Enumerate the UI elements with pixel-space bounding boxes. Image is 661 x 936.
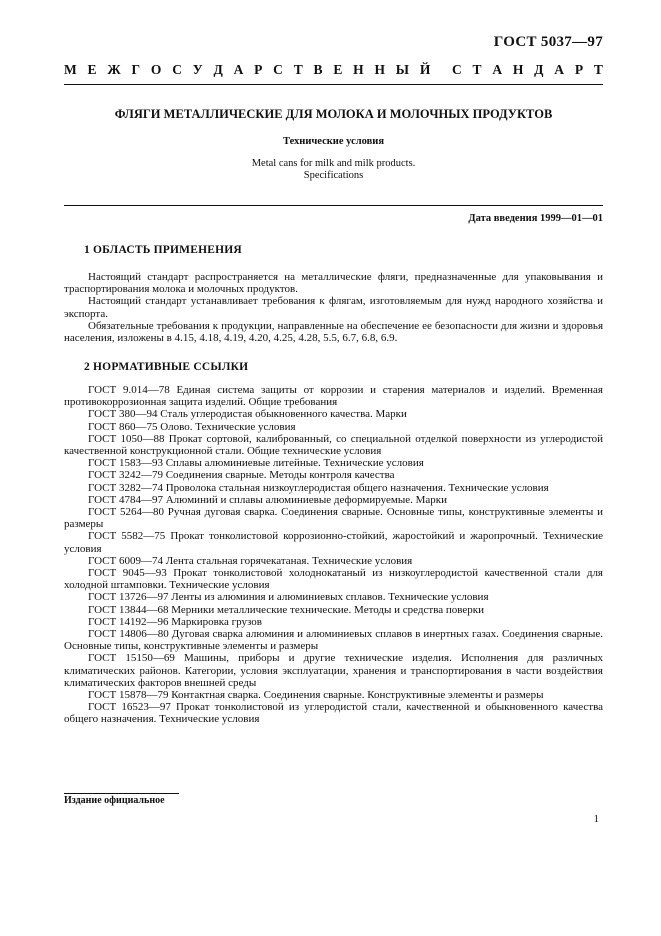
banner-letter: А <box>233 62 244 77</box>
document-subtitle: Технические условия <box>282 136 385 147</box>
references-list <box>64 384 603 726</box>
banner-letter: Н <box>374 62 385 77</box>
banner-letter: Т <box>472 62 482 77</box>
title-rule <box>64 205 603 206</box>
reference-item: ГОСТ 4784—97 Алюминий и сплавы алюминиевые деформируемые. Марки <box>88 493 447 506</box>
paragraph: Настоящий стандарт распространяется на металлические фляги, предназначенные для упаковывания и траспортирования молока и молочных продуктов. <box>64 271 603 296</box>
banner-letter: М <box>64 62 77 77</box>
banner-letter: Т <box>593 62 603 77</box>
banner-letter: Т <box>293 62 303 77</box>
banner-letter: Н <box>353 62 364 77</box>
banner-letter: Р <box>254 62 263 77</box>
reference-item: ГОСТ 380—94 Сталь углеродистая обыкновенного качества. Марки <box>88 408 407 421</box>
reference-item: ГОСТ 15150—69 Машины, приборы и другие технические изделия. Исполнения для различных климатических районов. Категории, условия эксплуатации, хранения и транспортирования в части воздействия климатических факторов внешней среды <box>64 652 603 689</box>
banner-letter: Й <box>419 62 431 77</box>
english-title <box>64 158 603 181</box>
gost-code: ГОСТ 5037—97 <box>493 34 603 50</box>
official-edition-label: Издание официальное <box>64 795 165 806</box>
reference-item: ГОСТ 3282—74 Проволока стальная низкоуглеродистая общего назначения. Технические условия <box>88 481 549 494</box>
banner-letter: С <box>451 62 462 77</box>
banner-letter: С <box>273 62 283 77</box>
english-title-line: Specifications <box>303 169 364 181</box>
banner-letter: С <box>172 62 182 77</box>
banner-letter: А <box>554 62 565 77</box>
intro-date: Дата введения 1999—01—01 <box>468 213 603 224</box>
header-rule <box>64 84 603 85</box>
footer-rule <box>64 793 179 794</box>
banner-letter: Р <box>574 62 584 77</box>
banner-letter: В <box>313 62 323 77</box>
banner-letter: Н <box>512 62 524 77</box>
reference-item: ГОСТ 1583—93 Сплавы алюминиевые литейные. Технические условия <box>88 457 424 470</box>
reference-item: ГОСТ 3242—79 Соединения сварные. Методы контроля качества <box>88 469 395 482</box>
section-heading: 2 НОРМАТИВНЫЕ ССЫЛКИ <box>84 361 249 373</box>
reference-item: ГОСТ 5582—75 Прокат тонколистовой коррозионно-стойкий, жаростойкий и жаропрочный. Технические условия <box>64 530 603 555</box>
reference-item: ГОСТ 5264—80 Ручная дуговая сварка. Соединения сварные. Основные типы, конструктивные элементы и размеры <box>64 506 603 531</box>
banner-letter: Ж <box>107 62 121 77</box>
banner-letter: Ы <box>395 62 410 77</box>
banner-letter: Е <box>87 62 97 77</box>
document-title: ФЛЯГИ МЕТАЛЛИЧЕСКИЕ ДЛЯ МОЛОКА И МОЛОЧНЫХ ПРОДУКТОВ <box>114 107 553 121</box>
reference-item: ГОСТ 14806—80 Дуговая сварка алюминия и алюминиевых сплавов в инертных газах. Соединения сварные. Основные типы, конструктивные элементы и размеры <box>64 628 603 653</box>
reference-item: ГОСТ 13844—68 Мерники металлические технические. Методы и средства поверки <box>88 603 485 616</box>
banner-letter: О <box>150 62 162 77</box>
standard-banner <box>64 62 603 78</box>
reference-item: ГОСТ 15878—79 Контактная сварка. Соединения сварные. Конструктивные элементы и размеры <box>88 689 544 702</box>
page-number: 1 <box>593 813 599 825</box>
reference-item: ГОСТ 9.014—78 Единая система защиты от коррозии и старения материалов и изделий. Временная противокоррозионная защита изделий. Общие требования <box>64 384 603 409</box>
banner-letter: Д <box>213 62 223 77</box>
reference-item: ГОСТ 9045—93 Прокат тонколистовой холоднокатаный из низкоуглеродистой качественной стали для холодной штамповки. Технические условия <box>64 567 603 592</box>
reference-item: ГОСТ 14192—96 Маркировка грузов <box>88 615 262 628</box>
paragraph: Настоящий стандарт устанавливает требования к флягам, изготовляемым для нужд народного хозяйства и экспорта. <box>64 295 603 320</box>
paragraph: Обязательные требования к продукции, направленные на обеспечение ее безопасности для жизни и здоровья населения, изложены в 4.15, 4.18, 4.19, 4.20, 4.25, 4.28, 5.5, 6.7, 6.8, 6.9. <box>64 319 603 345</box>
reference-item: ГОСТ 1050—88 Прокат сортовой, калиброванный, со специальной отделкой поверхности из углеродистой качественной конструкционной стали. Общие технические условия <box>64 432 603 458</box>
reference-item: ГОСТ 13726—97 Ленты из алюминия и алюминиевых сплавов. Технические условия <box>88 591 489 604</box>
banner-letter: У <box>192 62 203 77</box>
banner-letter: Е <box>333 62 343 77</box>
banner-letter: Г <box>131 62 141 77</box>
reference-item: ГОСТ 16523—97 Прокат тонколистовой из углеродистой стали, качественной и обыкновенного качества общего назначения. Технические условия <box>64 701 603 726</box>
section-heading: 1 ОБЛАСТЬ ПРИМЕНЕНИЯ <box>84 244 242 256</box>
reference-item: ГОСТ 6009—74 Лента стальная горячекатаная. Технические условия <box>88 554 413 567</box>
english-title-line: Metal cans for milk and milk products. <box>251 158 416 169</box>
reference-item: ГОСТ 860—75 Олово. Технические условия <box>88 420 296 433</box>
banner-letter: А <box>492 62 503 77</box>
section1-body <box>64 271 603 344</box>
banner-letter: Д <box>534 62 544 77</box>
